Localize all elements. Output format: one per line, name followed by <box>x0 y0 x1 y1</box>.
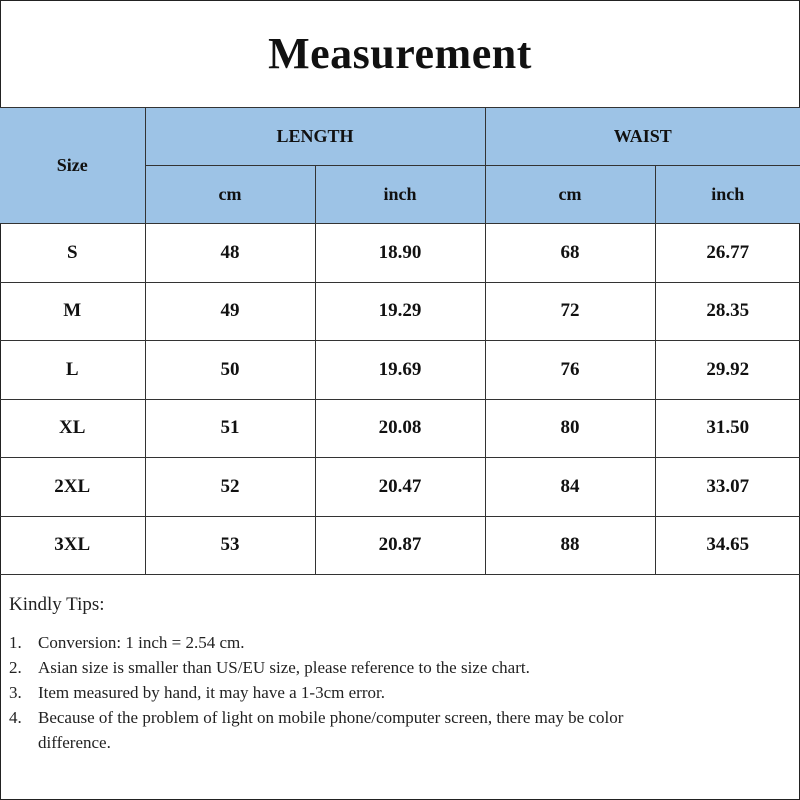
tip-number: 1. <box>9 633 22 652</box>
length-inch-cell: 20.47 <box>315 458 485 517</box>
size-cell: L <box>0 341 145 400</box>
tips-list <box>9 630 789 755</box>
waist-inch-cell: 33.07 <box>655 458 800 517</box>
table-row <box>0 516 800 575</box>
waist-cm-cell: 72 <box>485 282 655 341</box>
waist-cm-header: cm <box>485 166 655 224</box>
length-cm-cell: 48 <box>145 224 315 283</box>
waist-cm-cell: 68 <box>485 224 655 283</box>
waist-cm-cell: 80 <box>485 399 655 458</box>
length-inch-cell: 18.90 <box>315 224 485 283</box>
kindly-tips <box>9 594 789 755</box>
size-cell: M <box>0 282 145 341</box>
tip-text: Conversion: 1 inch = 2.54 cm. <box>38 633 245 652</box>
size-column-header: Size <box>0 108 145 224</box>
length-inch-header: inch <box>315 166 485 224</box>
tip-text: Item measured by hand, it may have a 1-3cm error. <box>38 683 385 702</box>
tip-item <box>9 655 789 680</box>
tip-item <box>9 680 789 705</box>
tip-item <box>9 705 789 755</box>
tip-number: 4. <box>9 708 22 727</box>
waist-cm-cell: 84 <box>485 458 655 517</box>
table-row <box>0 224 800 283</box>
table-row <box>0 341 800 400</box>
waist-cm-cell: 88 <box>485 516 655 575</box>
length-cm-cell: 49 <box>145 282 315 341</box>
table-row <box>0 282 800 341</box>
table-header-row <box>0 108 800 166</box>
tip-text: Asian size is smaller than US/EU size, please reference to the size chart. <box>38 658 530 677</box>
length-cm-header: cm <box>145 166 315 224</box>
tip-number: 2. <box>9 658 22 677</box>
waist-inch-cell: 34.65 <box>655 516 800 575</box>
waist-cm-cell: 76 <box>485 341 655 400</box>
size-cell: S <box>0 224 145 283</box>
size-cell: XL <box>0 399 145 458</box>
length-inch-cell: 19.69 <box>315 341 485 400</box>
waist-inch-cell: 26.77 <box>655 224 800 283</box>
size-chart-table <box>0 107 800 575</box>
length-inch-cell: 20.87 <box>315 516 485 575</box>
waist-inch-cell: 29.92 <box>655 341 800 400</box>
waist-inch-cell: 31.50 <box>655 399 800 458</box>
length-group-header: LENGTH <box>145 108 485 166</box>
size-cell: 2XL <box>0 458 145 517</box>
length-inch-cell: 19.29 <box>315 282 485 341</box>
waist-group-header: WAIST <box>485 108 800 166</box>
waist-inch-header: inch <box>655 166 800 224</box>
table-row <box>0 458 800 517</box>
tip-item <box>9 630 789 655</box>
tips-heading: Kindly Tips: <box>9 594 105 615</box>
waist-inch-cell: 28.35 <box>655 282 800 341</box>
length-cm-cell: 51 <box>145 399 315 458</box>
length-cm-cell: 53 <box>145 516 315 575</box>
table-row <box>0 399 800 458</box>
size-cell: 3XL <box>0 516 145 575</box>
tip-text: Because of the problem of light on mobile phone/computer screen, there may be color difference. <box>38 708 624 752</box>
length-inch-cell: 20.08 <box>315 399 485 458</box>
length-cm-cell: 50 <box>145 341 315 400</box>
tip-number: 3. <box>9 683 22 702</box>
page-title: Measurement <box>268 29 532 78</box>
length-cm-cell: 52 <box>145 458 315 517</box>
